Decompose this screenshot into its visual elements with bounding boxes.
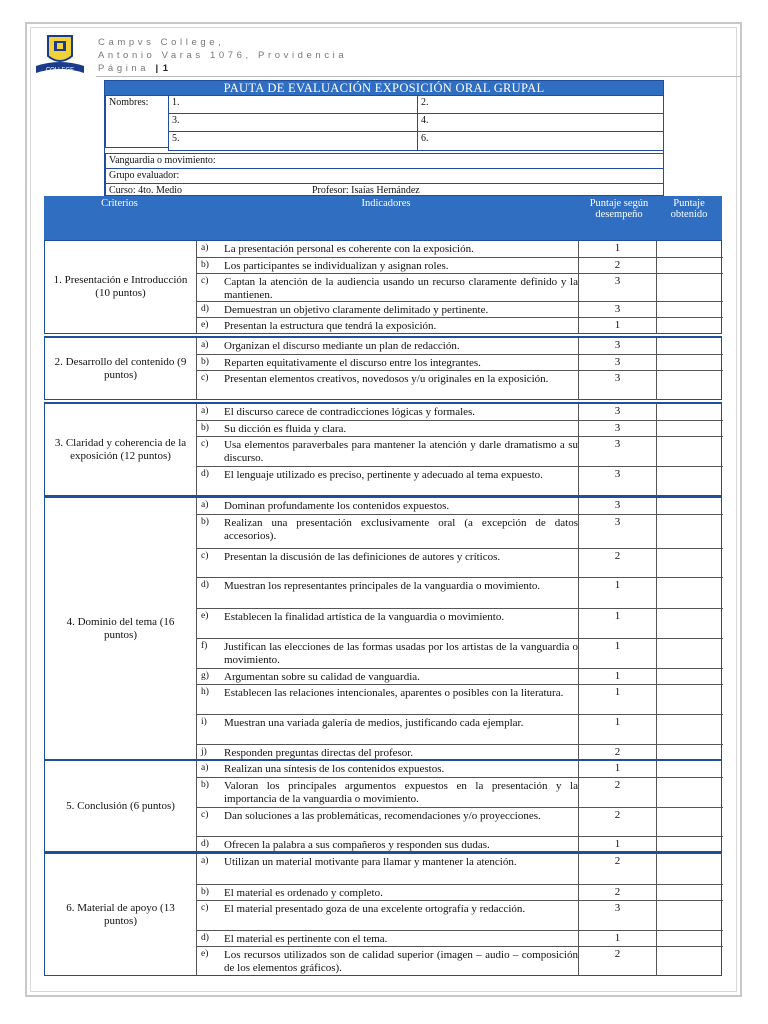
score-obtained-field[interactable] bbox=[657, 421, 723, 436]
indicator-letter: b) bbox=[201, 517, 209, 527]
names-label: Nombres: bbox=[105, 95, 169, 148]
indicator-row bbox=[196, 744, 723, 760]
curso-label: Curso: 4to. Medio bbox=[109, 185, 183, 196]
indicator-row bbox=[196, 498, 723, 514]
indicator-row bbox=[196, 668, 723, 684]
score-obtained-field[interactable] bbox=[657, 498, 723, 514]
indicator-letter: b) bbox=[201, 357, 209, 367]
criterion-label: 4. Dominio del tema (16 puntos) bbox=[66, 615, 175, 641]
indicator-row bbox=[196, 854, 723, 884]
score-performance: 1 bbox=[578, 318, 657, 333]
criterion-label: 5. Conclusión (6 puntos) bbox=[66, 799, 175, 812]
score-performance: 1 bbox=[578, 837, 657, 852]
name-field-4[interactable]: 4. bbox=[417, 113, 664, 132]
indicator-row bbox=[196, 548, 723, 577]
score-obtained-field[interactable] bbox=[657, 715, 723, 744]
score-obtained-field[interactable] bbox=[657, 837, 723, 852]
indicator-text: Establecen la finalidad artística de la vanguardia o movimiento. bbox=[224, 611, 505, 623]
score-performance: 1 bbox=[578, 931, 657, 946]
score-performance: 1 bbox=[578, 578, 657, 608]
college-address: Antonio Varas 1076, Providencia bbox=[98, 50, 348, 61]
header-puntaje-obtenido: Puntaje obtenido bbox=[670, 198, 708, 220]
vanguardia-field[interactable]: Vanguardia o movimiento: bbox=[105, 153, 664, 169]
score-performance: 1 bbox=[578, 609, 657, 638]
score-obtained-field[interactable] bbox=[657, 931, 723, 946]
score-performance: 3 bbox=[578, 498, 657, 514]
indicator-text: Usa elementos paraverbales para mantener la atención y darle dramatismo a su discurso. bbox=[224, 439, 578, 464]
indicator-text: Argumentan sobre su calidad de vanguardia. bbox=[224, 671, 420, 683]
score-obtained-field[interactable] bbox=[657, 808, 723, 836]
indicator-letter: d) bbox=[201, 304, 209, 314]
name-field-6[interactable]: 6. bbox=[417, 131, 664, 151]
indicator-row bbox=[196, 900, 723, 930]
score-performance: 2 bbox=[578, 549, 657, 577]
indicator-row bbox=[196, 436, 723, 466]
indicator-letter: a) bbox=[201, 243, 209, 253]
indicator-letter: c) bbox=[201, 373, 209, 383]
indicator-letter: c) bbox=[201, 903, 209, 913]
indicator-letter: j) bbox=[201, 747, 207, 757]
page-number: | 1 bbox=[155, 63, 170, 74]
indicator-text: Presentan la estructura que tendrá la exposición. bbox=[224, 320, 437, 332]
indicator-text: Dominan profundamente los contenidos expuestos. bbox=[224, 500, 450, 512]
logo-text: COLLEGE bbox=[45, 67, 75, 74]
indicator-letter: a) bbox=[201, 340, 209, 350]
indicator-row bbox=[196, 404, 723, 420]
score-obtained-field[interactable] bbox=[657, 901, 723, 930]
indicator-row bbox=[196, 273, 723, 301]
indicator-row bbox=[196, 577, 723, 608]
indicator-text: Responden preguntas directas del profesor. bbox=[224, 747, 414, 759]
header-rule bbox=[96, 76, 741, 77]
indicator-text: Su dicción es fluida y clara. bbox=[224, 423, 347, 435]
indicator-letter: g) bbox=[201, 671, 209, 681]
indicator-letter: f) bbox=[201, 641, 208, 651]
indicator-letter: e) bbox=[201, 611, 209, 621]
score-performance: 1 bbox=[578, 669, 657, 684]
indicator-letter: e) bbox=[201, 949, 209, 959]
score-obtained-field[interactable] bbox=[657, 549, 723, 577]
criterion-group-4 bbox=[44, 496, 722, 760]
criterion-label: 2. Desarrollo del contenido (9 puntos) bbox=[54, 355, 187, 381]
criterion-label: 3. Claridad y coherencia de la exposición (12 puntos) bbox=[54, 436, 187, 462]
indicator-text: Captan la atención de la audiencia usando un recurso claramente definido y la mantienen. bbox=[224, 276, 578, 301]
indicator-text: Organizan el discurso mediante un plan de redacción. bbox=[224, 340, 460, 352]
college-name: Campvs College, bbox=[98, 37, 225, 48]
score-performance: 1 bbox=[578, 241, 657, 257]
score-obtained-field[interactable] bbox=[657, 515, 723, 548]
indicator-letter: a) bbox=[201, 763, 209, 773]
indicator-row bbox=[196, 930, 723, 946]
indicator-text: El lenguaje utilizado es preciso, pertinente y adecuado al tema expuesto. bbox=[224, 469, 543, 481]
score-performance: 2 bbox=[578, 885, 657, 900]
form-title: PAUTA DE EVALUACIÓN EXPOSICIÓN ORAL GRUPAL bbox=[105, 81, 663, 95]
score-obtained-field[interactable] bbox=[657, 241, 723, 257]
indicator-row bbox=[196, 514, 723, 548]
indicator-text: Justifican las elecciones de las formas usadas por los artistas de la vanguardia o movimiento. bbox=[224, 641, 578, 666]
header-puntaje-desempeno: Puntaje según desempeño bbox=[589, 198, 649, 220]
table-header bbox=[44, 196, 722, 240]
score-obtained-field[interactable] bbox=[657, 338, 723, 354]
score-obtained-field[interactable] bbox=[657, 274, 723, 301]
indicator-text: Dan soluciones a las problemáticas, recomendaciones y/o proyecciones. bbox=[224, 810, 541, 822]
criterion-group-6 bbox=[44, 852, 722, 976]
indicator-text: Valoran los principales argumentos expuestos en la presentación y la importancia de la vanguardia o movimiento. bbox=[224, 780, 578, 805]
indicator-text: El material presentado goza de una excelente ortografía y redacción. bbox=[224, 903, 526, 915]
name-field-2[interactable]: 2. bbox=[417, 95, 664, 114]
score-obtained-field[interactable] bbox=[657, 761, 723, 777]
criterion-group-3 bbox=[44, 402, 722, 496]
score-obtained-field[interactable] bbox=[657, 745, 723, 760]
score-performance: 3 bbox=[578, 274, 657, 301]
score-performance: 3 bbox=[578, 355, 657, 370]
name-field-1[interactable]: 1. bbox=[168, 95, 418, 114]
indicator-row bbox=[196, 777, 723, 807]
criterion-label: 1. Presentación e Introducción (10 puntos) bbox=[53, 274, 188, 299]
indicator-letter: d) bbox=[201, 580, 209, 590]
indicator-row bbox=[196, 301, 723, 317]
indicator-text: Realizan una presentación exclusivamente oral (a excepción de datos accesorios). bbox=[224, 517, 578, 542]
indicator-letter: c) bbox=[201, 810, 209, 820]
indicator-letter: d) bbox=[201, 839, 209, 849]
indicator-row bbox=[196, 836, 723, 852]
indicator-text: Ofrecen la palabra a sus compañeros y responden sus dudas. bbox=[224, 839, 490, 851]
indicator-row bbox=[196, 807, 723, 836]
score-obtained-field[interactable] bbox=[657, 258, 723, 273]
criterion-group-2 bbox=[44, 336, 722, 400]
name-field-5[interactable]: 5. bbox=[168, 131, 418, 151]
score-obtained-field[interactable] bbox=[657, 885, 723, 900]
score-performance: 1 bbox=[578, 761, 657, 777]
indicator-row bbox=[196, 946, 723, 976]
score-obtained-field[interactable] bbox=[657, 437, 723, 466]
indicator-letter: b) bbox=[201, 780, 209, 790]
indicator-row bbox=[196, 638, 723, 668]
score-performance: 1 bbox=[578, 715, 657, 744]
score-obtained-field[interactable] bbox=[657, 854, 723, 884]
score-obtained-field[interactable] bbox=[657, 355, 723, 370]
indicator-text: Reparten equitativamente el discurso entre los integrantes. bbox=[224, 357, 481, 369]
score-obtained-field[interactable] bbox=[657, 467, 723, 496]
indicator-row bbox=[196, 317, 723, 333]
indicator-text: Los participantes se individualizan y asignan roles. bbox=[224, 260, 449, 272]
indicator-letter: b) bbox=[201, 260, 209, 270]
indicator-text: Demuestran un objetivo claramente delimitado y pertinente. bbox=[224, 304, 489, 316]
indicator-row bbox=[196, 884, 723, 900]
header-criterios: Criterios bbox=[101, 198, 138, 209]
indicator-row bbox=[196, 257, 723, 273]
indicator-text: El material es ordenado y completo. bbox=[224, 887, 383, 899]
criterion-group-5 bbox=[44, 759, 722, 852]
info-block bbox=[104, 80, 664, 196]
indicator-letter: e) bbox=[201, 320, 209, 330]
indicator-letter: c) bbox=[201, 551, 209, 561]
grupo-evaluador-field[interactable]: Grupo evaluador: bbox=[105, 168, 664, 184]
page-label: Página bbox=[98, 63, 150, 74]
score-performance: 3 bbox=[578, 421, 657, 436]
indicator-text: La presentación personal es coherente con la exposición. bbox=[224, 243, 474, 255]
criterion-group-1 bbox=[44, 240, 722, 334]
indicator-text: Muestran los representantes principales de la vanguardia o movimiento. bbox=[224, 580, 541, 592]
score-performance: 2 bbox=[578, 745, 657, 760]
score-performance: 3 bbox=[578, 437, 657, 466]
score-performance: 3 bbox=[578, 302, 657, 317]
indicator-text: Presentan la discusión de las definiciones de autores y críticos. bbox=[224, 551, 501, 563]
indicator-row bbox=[196, 761, 723, 777]
score-performance: 3 bbox=[578, 901, 657, 930]
criterion-label: 6. Material de apoyo (13 puntos) bbox=[66, 901, 175, 927]
score-obtained-field[interactable] bbox=[657, 371, 723, 400]
score-obtained-field[interactable] bbox=[657, 639, 723, 668]
score-performance: 2 bbox=[578, 808, 657, 836]
score-obtained-field[interactable] bbox=[657, 685, 723, 714]
indicator-row bbox=[196, 370, 723, 400]
indicator-letter: d) bbox=[201, 933, 209, 943]
page-indicator bbox=[98, 63, 169, 75]
score-obtained-field[interactable] bbox=[657, 404, 723, 420]
indicator-letter: a) bbox=[201, 406, 209, 416]
score-performance: 1 bbox=[578, 685, 657, 714]
indicator-letter: c) bbox=[201, 439, 209, 449]
indicator-text: Establecen las relaciones intencionales, aparentes o posibles con la literatura. bbox=[224, 687, 564, 699]
score-performance: 2 bbox=[578, 258, 657, 273]
indicator-text: Los recursos utilizados son de calidad superior (imagen – audio – composición de los elementos gráficos). bbox=[224, 949, 578, 974]
indicator-letter: i) bbox=[201, 717, 207, 727]
score-performance: 2 bbox=[578, 947, 657, 976]
score-performance: 2 bbox=[578, 778, 657, 807]
profesor-label: Profesor: Isaías Hernández bbox=[312, 185, 420, 196]
score-performance: 1 bbox=[578, 639, 657, 668]
score-obtained-field[interactable] bbox=[657, 578, 723, 608]
indicator-text: Muestran una variada galería de medios, justificando cada ejemplar. bbox=[224, 717, 524, 729]
score-performance: 2 bbox=[578, 854, 657, 884]
indicator-letter: b) bbox=[201, 423, 209, 433]
indicator-row bbox=[196, 714, 723, 744]
indicator-letter: c) bbox=[201, 276, 209, 286]
indicator-letter: d) bbox=[201, 469, 209, 479]
name-field-3[interactable]: 3. bbox=[168, 113, 418, 132]
indicator-text: El material es pertinente con el tema. bbox=[224, 933, 388, 945]
indicator-row bbox=[196, 420, 723, 436]
score-obtained-field[interactable] bbox=[657, 669, 723, 684]
score-obtained-field[interactable] bbox=[657, 778, 723, 807]
indicator-text: El discurso carece de contradicciones lógicas y formales. bbox=[224, 406, 476, 418]
score-performance: 3 bbox=[578, 467, 657, 496]
curso-row bbox=[105, 183, 664, 196]
indicator-text: Utilizan un material motivante para llamar y mantener la atención. bbox=[224, 856, 517, 868]
header-indicadores: Indicadores bbox=[361, 198, 411, 209]
indicator-letter: a) bbox=[201, 500, 209, 510]
indicator-letter: b) bbox=[201, 887, 209, 897]
indicator-row bbox=[196, 241, 723, 257]
score-obtained-field[interactable] bbox=[657, 302, 723, 317]
indicator-row bbox=[196, 684, 723, 714]
score-obtained-field[interactable] bbox=[657, 947, 723, 976]
indicator-letter: a) bbox=[201, 856, 209, 866]
score-obtained-field[interactable] bbox=[657, 609, 723, 638]
score-performance: 3 bbox=[578, 404, 657, 420]
indicator-text: Realizan una síntesis de los contenidos expuestos. bbox=[224, 763, 445, 775]
score-obtained-field[interactable] bbox=[657, 318, 723, 333]
score-performance: 3 bbox=[578, 371, 657, 400]
score-performance: 3 bbox=[578, 515, 657, 548]
indicator-row bbox=[196, 354, 723, 370]
college-logo-icon bbox=[34, 32, 86, 76]
indicator-row bbox=[196, 466, 723, 496]
score-performance: 3 bbox=[578, 338, 657, 354]
indicator-row bbox=[196, 338, 723, 354]
indicator-letter: h) bbox=[201, 687, 209, 697]
indicator-text: Presentan elementos creativos, novedosos y/u originales en la exposición. bbox=[224, 373, 549, 385]
indicator-row bbox=[196, 608, 723, 638]
